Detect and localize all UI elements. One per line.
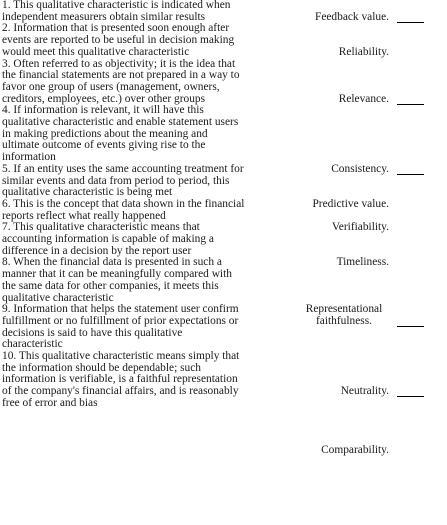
question-9-text: 9. Information that helps the statement user confirm xyxy=(2,303,239,316)
question-1-text: 1. This qualitative characteristic is indicated when xyxy=(2,0,231,11)
question-10-line: the information should be dependable; such xyxy=(2,361,201,374)
answer-term-6: Verifiability. xyxy=(331,221,389,234)
question-4-text: 4. If information is relevant, it will have this xyxy=(2,104,204,117)
answer-term-2: Reliability. xyxy=(338,45,389,58)
question-4-line: information xyxy=(2,151,56,164)
question-7-line: accounting information is capable of making a xyxy=(2,233,214,245)
question-1-line: independent measurers obtain similar results xyxy=(2,10,206,23)
question-3-line: the financial statements are not prepared in a way to xyxy=(2,69,240,82)
answer-blank-3[interactable] xyxy=(397,104,424,105)
answer-blank-1[interactable] xyxy=(397,22,424,23)
question-3-line: favor one group of users (management, owners, xyxy=(2,80,220,93)
question-3-line: creditors, employees, etc.) over other groups xyxy=(2,92,206,105)
question-6-text: 6. This is the concept that data shown in the financial xyxy=(2,197,245,210)
question-4-line: qualitative characteristic and enable statement users xyxy=(2,116,239,128)
answer-term-10: Comparability. xyxy=(321,443,389,456)
question-9-line: characteristic xyxy=(2,338,63,351)
answer-blank-9[interactable] xyxy=(397,396,424,397)
question-10-line: of the company's financial affairs, and is reasonably xyxy=(2,385,239,398)
question-9-line: fulfillment or no fulfillment of prior expectations or xyxy=(2,314,239,327)
question-8-line: manner that it can be meaningfully compared with xyxy=(2,268,232,281)
answer-blank-4[interactable] xyxy=(397,174,424,175)
question-8-text: 8. When the financial data is presented in such a xyxy=(2,256,222,269)
answer-term-5: Predictive value. xyxy=(312,197,389,210)
answer-term-9: Neutrality. xyxy=(340,385,389,398)
answer-term-8: faithfulness. xyxy=(316,314,372,327)
question-9-line: decisions is said to have this qualitative xyxy=(2,326,183,339)
question-4-line: in making predictions about the meaning and xyxy=(2,127,208,140)
answer-term-7: Timeliness. xyxy=(336,256,389,269)
question-10-line: information is verifiable, is a faithful representation xyxy=(2,373,238,386)
question-4-line: ultimate outcome of events giving rise to the xyxy=(2,139,206,152)
question-10-line: free of error and bias xyxy=(2,396,98,409)
question-2-text: 2. Information that is presented soon enough after xyxy=(2,22,230,35)
question-5-line: qualitative characteristic is being met xyxy=(2,186,173,199)
question-5-line: similar events and data from period to period, this xyxy=(2,174,230,187)
question-8-line: the same data for other companies, it meets this xyxy=(2,279,219,292)
question-2-line: events are reported to be useful in decision making xyxy=(2,34,235,47)
question-7-text: 7. This qualitative characteristic means that xyxy=(2,221,200,234)
answer-blank-8[interactable] xyxy=(397,326,424,327)
answer-term-3: Relevance. xyxy=(338,92,389,105)
answer-term-1: Feedback value. xyxy=(314,10,389,23)
question-10-text: 10. This qualitative characteristic means simply that xyxy=(2,350,240,362)
answer-term-4: Consistency. xyxy=(331,162,389,175)
question-3-text: 3. Often referred to as objectivity; it is the idea that xyxy=(2,57,236,70)
question-5-text: 5. If an entity uses the same accounting treatment for xyxy=(2,162,244,175)
question-2-line: would meet this qualitative characteristic xyxy=(2,45,190,58)
question-8-line: qualitative characteristic xyxy=(2,291,114,304)
answer-term-8: Representational xyxy=(305,303,383,316)
question-7-line: difference in a decision by the report user xyxy=(2,244,192,257)
question-6-line: reports reflect what really happened xyxy=(2,209,166,222)
